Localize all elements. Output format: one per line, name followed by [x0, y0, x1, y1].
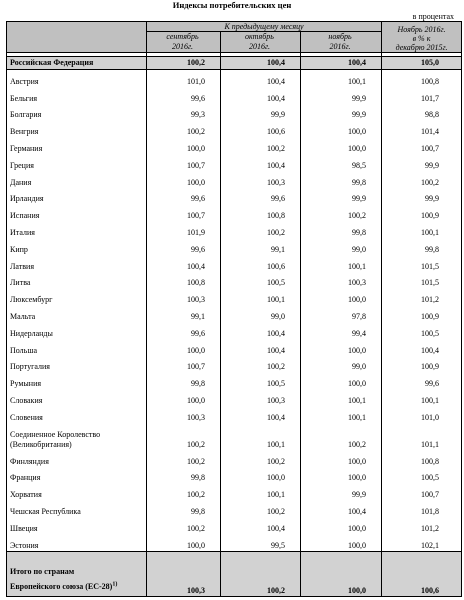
value-cell: 100,3: [221, 171, 301, 188]
header-group-label: К предыдущему месяцу: [147, 22, 382, 32]
value-cell: 100,1: [221, 423, 301, 450]
value-cell: 101,7: [382, 87, 462, 104]
table-row: [7, 288, 462, 305]
value-cell: 100,0: [147, 389, 221, 406]
value-cell: 100,0: [147, 534, 221, 551]
value-cell: 100,7: [147, 356, 221, 373]
value-cell: 100,3: [301, 272, 382, 289]
table-row: [7, 500, 462, 517]
value-cell: 100,7: [382, 137, 462, 154]
value-cell: 100,4: [221, 70, 301, 87]
country-cell: [7, 305, 147, 322]
header-col-nov: [301, 32, 382, 53]
value-cell: 101,5: [382, 272, 462, 289]
header-col-sep-month: сентябрь: [166, 32, 199, 41]
table-row: [7, 171, 462, 188]
total-value-cell: 100,0: [301, 551, 382, 596]
header-last-line3: декабрю 2015г.: [395, 43, 448, 52]
value-cell: 100,3: [147, 406, 221, 423]
value-cell: 100,4: [382, 339, 462, 356]
table-row: [7, 483, 462, 500]
country-name: Венгрия: [10, 127, 39, 137]
country-cell: [7, 154, 147, 171]
value-cell: 99,6: [147, 188, 221, 205]
value-cell: 100,4: [221, 322, 301, 339]
value-cell: 100,5: [221, 372, 301, 389]
country-cell: [7, 238, 147, 255]
value-cell: 100,6: [221, 120, 301, 137]
russia-value-ytd: 105,0: [382, 57, 462, 70]
header-col-sep: [147, 32, 221, 53]
value-cell: 101,1: [382, 423, 462, 450]
country-name: Швеция: [10, 523, 38, 533]
table-row: [7, 534, 462, 551]
header-row-top: [7, 22, 462, 32]
table-row: [7, 204, 462, 221]
value-cell: 100,0: [301, 137, 382, 154]
table-row: [7, 238, 462, 255]
country-name: Дания: [10, 177, 32, 187]
country-cell: [7, 188, 147, 205]
value-cell: 101,0: [382, 406, 462, 423]
value-cell: 100,4: [221, 87, 301, 104]
country-cell: [7, 339, 147, 356]
header-col-nov-year: 2016г.: [329, 42, 351, 51]
cpi-table: [6, 21, 462, 597]
value-cell: 100,0: [301, 534, 382, 551]
country-cell: [7, 255, 147, 272]
value-cell: 98,5: [301, 154, 382, 171]
page-title: Индексы потребительских цен: [172, 0, 292, 10]
table-row: [7, 154, 462, 171]
table-row: [7, 517, 462, 534]
value-cell: 100,7: [382, 483, 462, 500]
value-cell: 101,4: [382, 120, 462, 137]
table-row: [7, 467, 462, 484]
value-cell: 99,6: [147, 87, 221, 104]
value-cell: 100,4: [147, 255, 221, 272]
value-cell: 100,0: [301, 450, 382, 467]
value-cell: 100,4: [221, 517, 301, 534]
country-cell: [7, 288, 147, 305]
table-row: [7, 255, 462, 272]
country-name: Австрия: [10, 76, 39, 86]
value-cell: 99,9: [221, 104, 301, 121]
country-cell: [7, 450, 147, 467]
value-cell: 99,1: [147, 305, 221, 322]
value-cell: 102,1: [382, 534, 462, 551]
value-cell: 100,1: [221, 288, 301, 305]
table-row: [7, 423, 462, 450]
russia-value-oct: 100,4: [221, 57, 301, 70]
value-cell: 100,4: [221, 154, 301, 171]
value-cell: 100,1: [221, 483, 301, 500]
value-cell: 99,9: [301, 188, 382, 205]
value-cell: 99,8: [147, 467, 221, 484]
value-cell: 100,9: [382, 204, 462, 221]
header-col-oct: [221, 32, 301, 53]
value-cell: 100,2: [301, 204, 382, 221]
value-cell: 99,8: [382, 238, 462, 255]
country-name: Люксембург: [10, 295, 53, 305]
country-cell: [7, 137, 147, 154]
table-row: [7, 188, 462, 205]
country-name: Финляндия: [10, 456, 49, 466]
value-cell: 100,2: [147, 450, 221, 467]
value-cell: 100,0: [147, 339, 221, 356]
header-col-sep-year: 2016г.: [171, 42, 193, 51]
value-cell: 100,4: [221, 339, 301, 356]
table-row: [7, 104, 462, 121]
value-cell: 100,2: [147, 120, 221, 137]
header-col-nov-month: ноябрь: [328, 32, 352, 41]
total-label-text: Европейского союза (ЕС-28): [10, 581, 113, 591]
country-name: Италия: [10, 227, 35, 237]
total-value-cell: 100,3: [147, 551, 221, 596]
value-cell: 99,9: [382, 154, 462, 171]
country-cell: [7, 204, 147, 221]
value-cell: 100,1: [382, 389, 462, 406]
country-cell: [7, 272, 147, 289]
table-row: [7, 87, 462, 104]
table-row: [7, 450, 462, 467]
value-cell: 99,1: [221, 238, 301, 255]
value-cell: 100,4: [221, 406, 301, 423]
country-name: Эстония: [10, 540, 39, 550]
country-cell: [7, 120, 147, 137]
value-cell: 100,8: [147, 272, 221, 289]
value-cell: 100,3: [221, 389, 301, 406]
country-cell: [7, 500, 147, 517]
value-cell: 99,8: [147, 500, 221, 517]
total-label-line2: [10, 581, 143, 596]
country-name: Соединенное Королевство (Великобритания): [10, 429, 101, 449]
country-name: Болгария: [10, 110, 42, 120]
table-row: [7, 406, 462, 423]
country-name: Литва: [10, 278, 31, 288]
country-cell: [7, 87, 147, 104]
country-name: Франция: [10, 473, 41, 483]
value-cell: 100,2: [382, 171, 462, 188]
table-row: [7, 372, 462, 389]
value-cell: 100,2: [221, 137, 301, 154]
table-row: [7, 339, 462, 356]
country-name: Румыния: [10, 379, 42, 389]
russia-name: Российская Федерация: [7, 57, 147, 70]
country-name: Словения: [10, 412, 43, 422]
value-cell: 100,8: [382, 450, 462, 467]
header-stub-lower: [7, 32, 147, 53]
value-cell: 100,0: [301, 288, 382, 305]
header-last-line2: в % к: [412, 34, 431, 43]
value-cell: 100,9: [382, 356, 462, 373]
value-cell: 100,3: [147, 288, 221, 305]
value-cell: 100,0: [301, 467, 382, 484]
value-cell: 100,5: [382, 322, 462, 339]
value-cell: 101,5: [382, 255, 462, 272]
value-cell: 100,0: [301, 339, 382, 356]
country-name: Бельгия: [10, 93, 38, 103]
value-cell: 101,2: [382, 517, 462, 534]
value-cell: 100,0: [301, 517, 382, 534]
footnote-mark: 1): [112, 580, 118, 587]
table-row: [7, 389, 462, 406]
country-cell: [7, 483, 147, 500]
russia-row: [7, 57, 462, 70]
value-cell: 101,9: [147, 221, 221, 238]
value-cell: 100,0: [301, 372, 382, 389]
value-cell: 100,9: [382, 305, 462, 322]
country-cell: [7, 372, 147, 389]
value-cell: 99,6: [147, 238, 221, 255]
country-name: Хорватия: [10, 490, 42, 500]
value-cell: 99,8: [301, 221, 382, 238]
country-cell: [7, 221, 147, 238]
table-row: [7, 120, 462, 137]
table-row: [7, 70, 462, 87]
value-cell: 100,2: [147, 483, 221, 500]
russia-value-nov: 100,4: [301, 57, 382, 70]
value-cell: 99,8: [147, 372, 221, 389]
value-cell: 100,2: [221, 500, 301, 517]
value-cell: 100,1: [301, 70, 382, 87]
total-value-cell: 100,2: [221, 551, 301, 596]
country-name: Германия: [10, 143, 43, 153]
country-cell: [7, 423, 147, 450]
value-cell: 97,8: [301, 305, 382, 322]
value-cell: 100,8: [382, 70, 462, 87]
value-cell: 100,2: [147, 517, 221, 534]
value-cell: 99,9: [301, 87, 382, 104]
country-name: Кипр: [10, 244, 28, 254]
country-cell: [7, 517, 147, 534]
value-cell: 99,0: [221, 305, 301, 322]
country-cell: [7, 389, 147, 406]
country-name: Греция: [10, 160, 34, 170]
value-cell: 99,3: [147, 104, 221, 121]
country-name: Польша: [10, 345, 38, 355]
value-cell: 99,9: [301, 104, 382, 121]
header-col-oct-month: октябрь: [245, 32, 274, 41]
country-name: Португалия: [10, 362, 50, 372]
value-cell: 100,7: [147, 204, 221, 221]
table-row: [7, 221, 462, 238]
country-name: Нидерланды: [10, 328, 53, 338]
country-cell: [7, 534, 147, 551]
value-cell: 99,5: [221, 534, 301, 551]
value-cell: 100,1: [301, 255, 382, 272]
value-cell: 100,2: [221, 356, 301, 373]
value-cell: 100,5: [221, 272, 301, 289]
value-cell: 99,6: [147, 322, 221, 339]
country-cell: [7, 406, 147, 423]
total-label-line1: Итого по странам: [10, 566, 75, 576]
table-row: [7, 272, 462, 289]
header-stub: [7, 22, 147, 32]
country-name: Словакия: [10, 395, 43, 405]
value-cell: 100,2: [301, 423, 382, 450]
value-cell: 100,4: [301, 500, 382, 517]
table-row: [7, 356, 462, 373]
country-name: Ирландия: [10, 194, 44, 204]
value-cell: 101,2: [382, 288, 462, 305]
value-cell: 100,6: [221, 255, 301, 272]
country-name: Испания: [10, 211, 40, 221]
country-cell: [7, 104, 147, 121]
value-cell: 99,9: [382, 188, 462, 205]
value-cell: 100,0: [221, 467, 301, 484]
header-col-oct-year: 2016г.: [248, 42, 270, 51]
value-cell: 100,0: [147, 171, 221, 188]
value-cell: 100,1: [301, 406, 382, 423]
value-cell: 99,8: [301, 171, 382, 188]
country-cell: [7, 467, 147, 484]
value-cell: 100,1: [382, 221, 462, 238]
value-cell: 100,7: [147, 154, 221, 171]
header-last-column: [382, 22, 462, 53]
value-cell: 101,0: [147, 70, 221, 87]
value-cell: 99,0: [301, 238, 382, 255]
country-cell: [7, 322, 147, 339]
value-cell: 99,0: [301, 356, 382, 373]
total-label-cell: [7, 551, 147, 596]
russia-value-sep: 100,2: [147, 57, 221, 70]
table-row: [7, 322, 462, 339]
value-cell: 100,8: [221, 204, 301, 221]
table-row: [7, 305, 462, 322]
header-last-line1: Ноябрь 2016г.: [397, 25, 446, 34]
value-cell: 99,9: [301, 483, 382, 500]
value-cell: 100,2: [221, 221, 301, 238]
total-row: [7, 551, 462, 596]
value-cell: 100,0: [147, 137, 221, 154]
value-cell: 100,0: [301, 120, 382, 137]
value-cell: 100,2: [147, 423, 221, 450]
country-name: Латвия: [10, 261, 35, 271]
value-cell: 101,8: [382, 500, 462, 517]
value-cell: 99,6: [221, 188, 301, 205]
value-cell: 100,1: [301, 389, 382, 406]
table-row: [7, 137, 462, 154]
value-cell: 100,5: [382, 467, 462, 484]
country-cell: [7, 171, 147, 188]
country-cell: [7, 70, 147, 87]
unit-note: в процентах: [412, 12, 454, 21]
value-cell: 100,2: [221, 450, 301, 467]
value-cell: 98,8: [382, 104, 462, 121]
country-cell: [7, 356, 147, 373]
total-value-cell: 100,6: [382, 551, 462, 596]
country-name: Чешская Республика: [10, 506, 81, 516]
country-name: Мальта: [10, 311, 36, 321]
value-cell: 99,4: [301, 322, 382, 339]
value-cell: 99,6: [382, 372, 462, 389]
